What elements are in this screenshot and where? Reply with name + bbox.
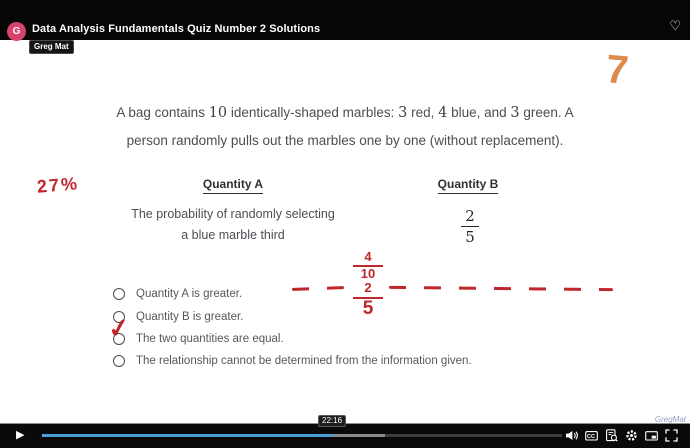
quantity-a-heading: Quantity A	[128, 177, 338, 191]
handwritten-checkmark: ✓	[106, 311, 132, 345]
progress-bar	[42, 434, 333, 437]
fraction-denominator: 5	[461, 226, 479, 246]
channel-badge[interactable]: Greg Mat	[29, 40, 74, 54]
svg-text:CC: CC	[587, 434, 596, 440]
option-label: Quantity A is greater.	[136, 288, 243, 301]
settings-icon[interactable]	[625, 429, 638, 442]
transcript-search-icon[interactable]	[605, 429, 618, 442]
option-quantity-a-greater[interactable]	[113, 283, 472, 305]
handwritten-question-number: 7	[604, 47, 631, 93]
option-quantities-equal[interactable]	[113, 328, 472, 350]
quantity-b-fraction	[430, 207, 510, 247]
like-heart-icon[interactable]: ♡	[669, 18, 681, 33]
player-control-bar	[0, 415, 690, 448]
fullscreen-icon[interactable]	[665, 429, 678, 442]
gregmat-watermark: GregMat	[654, 415, 686, 424]
option-label: The relationship cannot be determined from the information given.	[136, 355, 472, 368]
seek-bar[interactable]	[42, 434, 562, 437]
volume-icon[interactable]	[565, 429, 578, 442]
radio-button[interactable]	[113, 355, 125, 367]
option-label: The two quantities are equal.	[136, 332, 284, 345]
option-label: Quantity B is greater.	[136, 310, 244, 323]
video-title: Data Analysis Fundamentals Quiz Number 2 Solutions	[32, 23, 321, 35]
handwritten-work-fractions: 4 10 2 5	[349, 250, 387, 319]
answer-options	[113, 283, 472, 373]
quantity-b-heading: Quantity B	[393, 177, 543, 191]
radio-button[interactable]	[113, 288, 125, 300]
option-cannot-determine[interactable]	[113, 350, 472, 372]
play-button[interactable]: ▶	[16, 429, 25, 441]
time-tooltip: 22:16	[318, 415, 346, 427]
video-title-bar	[0, 0, 690, 40]
option-quantity-b-greater[interactable]	[113, 305, 472, 327]
player-right-controls	[565, 429, 678, 442]
handwritten-percent-note: 27%	[36, 173, 80, 197]
channel-avatar[interactable]: G	[7, 22, 26, 41]
pip-icon[interactable]	[645, 429, 658, 442]
problem-statement: A bag contains 10 identically-shaped marbles: 3 red, 4 blue, and 3 green. A person randomly pulls out the marbles one by one (without replacement).	[116, 105, 574, 148]
fraction-numerator: 2	[465, 207, 475, 225]
captions-icon[interactable]	[585, 429, 598, 442]
quantity-a-text: The probability of randomly selecting a blue marble third	[131, 207, 335, 242]
